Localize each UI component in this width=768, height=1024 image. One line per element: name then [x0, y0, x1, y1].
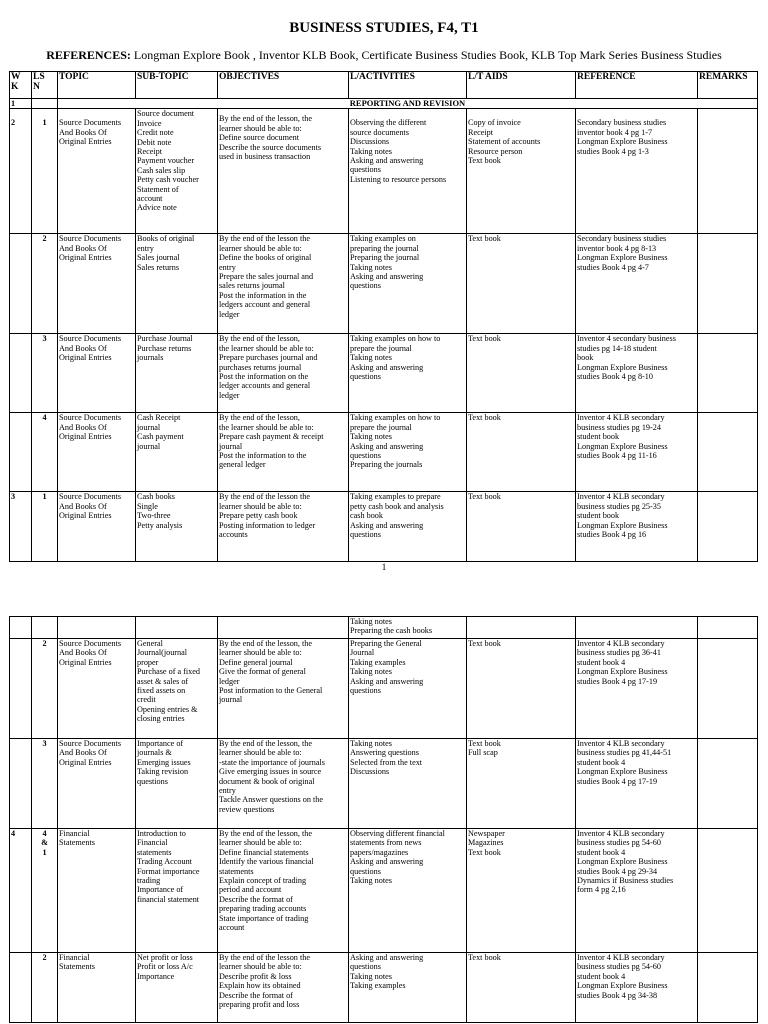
cell-topic: Source Documents And Books Of Original Entries: [58, 492, 136, 562]
cell-objectives: By the end of the lesson, the learner should be able to: Define general journal Give the format of general ledger Post information to the General journal: [218, 639, 349, 739]
cell-subtopic: Cash books Single Two-three Petty analysis: [136, 492, 218, 562]
cell-topic: Source Documents And Books Of Original Entries: [58, 109, 136, 234]
cell-objectives: By the end of the lesson the learner should be able to: Describe profit & loss Explain how its obtained Describe the format of preparing profit and loss: [218, 953, 349, 1023]
cell-reference: Inventor 4 KLB secondary business studies pg 54-60 student book 4 Longman Explore Business studies Book 4 pg 29-34 Dynamics if Business studies form 4 pg 2,16: [576, 829, 698, 953]
cell-activities: Taking examples on how to prepare the journal Taking notes Asking and answering questions Preparing the journals: [349, 413, 467, 492]
cell-objectives: By the end of the lesson, the learner should be able to: Define source document Describe the source documents used in business transaction: [218, 109, 349, 234]
cell-topic: Source Documents And Books Of Original Entries: [58, 334, 136, 413]
cell-activities: Taking examples on how to prepare the journal Taking notes Asking and answering questions: [349, 334, 467, 413]
cell-objectives: By the end of the lesson the learner should be able to: Define the books of original entry Prepare the sales journal and sales returns journal Post the information in the ledgers account and general ledger: [218, 234, 349, 334]
cell-lesson: 1: [32, 492, 58, 562]
references-line: [0, 48, 768, 63]
cell-aids: Copy of invoice Receipt Statement of accounts Resource person Text book: [467, 109, 576, 234]
cell-subtopic: Introduction to Financial statements Trading Account Format importance trading Importance of financial statement: [136, 829, 218, 953]
header-topic: TOPIC: [58, 72, 136, 99]
cell-subtopic: Importance of journals & Emerging issues Taking revision questions: [136, 739, 218, 829]
cell-aids: Text book: [467, 234, 576, 334]
table-row: [10, 492, 758, 562]
references-text: Longman Explore Book , Inventor KLB Book, Certificate Business Studies Book, KLB Top Mark Series Business Studies: [130, 48, 722, 62]
cell-week: 3: [10, 492, 32, 562]
section-title: REPORTING AND REVISION: [58, 99, 758, 109]
header-remarks: REMARKS: [698, 72, 758, 99]
cell-week: [10, 953, 32, 1023]
cell-reference: Secondary business studies inventor book 4 pg 1-7 Longman Explore Business studies Book 4 pg 1-3: [576, 109, 698, 234]
cell-reference: Inventor 4 secondary business studies pg 14-18 student book Longman Explore Business studies Book 4 pg 8-10: [576, 334, 698, 413]
cell-topic: Financial Statements: [58, 953, 136, 1023]
document-title: BUSINESS STUDIES, F4, T1: [289, 20, 479, 36]
cell-topic: Source Documents And Books Of Original Entries: [58, 739, 136, 829]
header-reference: REFERENCE: [576, 72, 698, 99]
section-week: 1: [10, 99, 32, 109]
cell-remarks: [698, 639, 758, 739]
table-row: [10, 334, 758, 413]
table-row: [10, 829, 758, 953]
cell-activities: Observing the different source documents Discussions Taking notes Asking and answering questions Listening to resource persons: [349, 109, 467, 234]
cell-reference: Inventor 4 KLB secondary business studies pg 25-35 student book Longman Explore Business studies Book 4 pg 16: [576, 492, 698, 562]
cell-remarks: [698, 334, 758, 413]
cell-week: [10, 739, 32, 829]
header-subtopic: SUB-TOPIC: [136, 72, 218, 99]
cell-lesson: 3: [32, 334, 58, 413]
cell-remarks: [698, 617, 758, 639]
table-row: [10, 739, 758, 829]
cell-objectives: By the end of the lesson, the learner should be able to: Prepare cash payment & receipt journal Post the information to the general ledger: [218, 413, 349, 492]
cell-activities: Taking notes Answering questions Selected from the text Discussions: [349, 739, 467, 829]
cell-aids: Text book: [467, 334, 576, 413]
cell-week: [10, 617, 32, 639]
cell-reference: Inventor 4 KLB secondary business studies pg 36-41 student book 4 Longman Explore Business studies Book 4 pg 17-19: [576, 639, 698, 739]
header-wk: W K: [10, 72, 32, 99]
page-number: 1: [381, 562, 387, 572]
cell-activities: Preparing the General Journal Taking examples Taking notes Asking and answering questions: [349, 639, 467, 739]
cell-topic: Source Documents And Books Of Original Entries: [58, 234, 136, 334]
cell-activities: Taking examples on preparing the journal Preparing the journal Taking notes Asking and answering questions: [349, 234, 467, 334]
cell-lesson: 2: [32, 953, 58, 1023]
cell-reference: [576, 617, 698, 639]
header-aids: L/T AIDS: [467, 72, 576, 99]
references-label: REFERENCES:: [46, 48, 131, 62]
cell-subtopic: Cash Receipt journal Cash payment journal: [136, 413, 218, 492]
table-row: [10, 234, 758, 334]
table-row: [10, 109, 758, 234]
cell-activities: Taking notes Preparing the cash books: [349, 617, 467, 639]
header-objectives: OBJECTIVES: [218, 72, 349, 99]
cell-subtopic: Net profit or loss Profit or loss A/c Importance: [136, 953, 218, 1023]
cell-activities: Asking and answering questions Taking notes Taking examples: [349, 953, 467, 1023]
cell-activities: Observing different financial statements from news papers/magazines Asking and answering questions Taking notes: [349, 829, 467, 953]
cell-remarks: [698, 739, 758, 829]
cell-remarks: [698, 109, 758, 234]
cell-objectives: By the end of the lesson, the learner should be able to: Prepare purchases journal and purchases returns journal Post the information on the ledger accounts and general ledger: [218, 334, 349, 413]
section-blank: [32, 99, 58, 109]
table-row: [10, 617, 758, 639]
cell-topic: [58, 617, 136, 639]
cell-reference: Inventor 4 KLB secondary business studies pg 19-24 student book Longman Explore Business studies Book 4 pg 11-16: [576, 413, 698, 492]
cell-lesson: 2: [32, 639, 58, 739]
cell-aids: Text book Full scap: [467, 739, 576, 829]
cell-objectives: By the end of the lesson, the learner should be able to: -state the importance of journals Give emerging issues in source document & book of original entry Tackle Answer questions on the review questions: [218, 739, 349, 829]
cell-reference: Secondary business studies inventor book 4 pg 8-13 Longman Explore Business studies Book 4 pg 4-7: [576, 234, 698, 334]
cell-aids: Text book: [467, 413, 576, 492]
cell-week: 2: [10, 109, 32, 234]
cell-reference: Inventor 4 KLB secondary business studies pg 41,44-51 student book 4 Longman Explore Business studies Book 4 pg 17-19: [576, 739, 698, 829]
table-row: [10, 413, 758, 492]
cell-remarks: [698, 829, 758, 953]
cell-topic: Financial Statements: [58, 829, 136, 953]
cell-remarks: [698, 492, 758, 562]
cell-subtopic: Source document Invoice Credit note Debit note Receipt Payment voucher Cash sales slip Petty cash voucher Statement of account Advice note: [136, 109, 218, 234]
cell-remarks: [698, 953, 758, 1023]
cell-subtopic: General Journal(journal proper Purchase of a fixed asset & sales of fixed assets on credit Opening entries & closing entries: [136, 639, 218, 739]
cell-lesson: [32, 617, 58, 639]
cell-topic: Source Documents And Books Of Original Entries: [58, 413, 136, 492]
scheme-table-page-1: [9, 71, 758, 562]
cell-week: [10, 413, 32, 492]
cell-lesson: 3: [32, 739, 58, 829]
cell-remarks: [698, 413, 758, 492]
table-row: [10, 639, 758, 739]
cell-objectives: By the end of the lesson, the learner should be able to: Define financial statements Identify the various financial statements Explain concept of trading period and account Describe the format of preparing trading accounts State importance of trading account: [218, 829, 349, 953]
cell-remarks: [698, 234, 758, 334]
cell-aids: Text book: [467, 953, 576, 1023]
cell-subtopic: Purchase Journal Purchase returns journals: [136, 334, 218, 413]
cell-lesson: 4 & 1: [32, 829, 58, 953]
cell-lesson: 1: [32, 109, 58, 234]
cell-reference: Inventor 4 KLB secondary business studies pg 54-60 student book 4 Longman Explore Business studies Book 4 pg 34-38: [576, 953, 698, 1023]
cell-subtopic: Books of original entry Sales journal Sales returns: [136, 234, 218, 334]
header-lsn: LS N: [32, 72, 58, 99]
cell-lesson: 2: [32, 234, 58, 334]
cell-aids: Text book: [467, 492, 576, 562]
cell-week: [10, 639, 32, 739]
cell-week: 4: [10, 829, 32, 953]
cell-lesson: 4: [32, 413, 58, 492]
cell-subtopic: [136, 617, 218, 639]
table-row: [10, 953, 758, 1023]
cell-activities: Taking examples to prepare petty cash book and analysis cash book Asking and answering questions: [349, 492, 467, 562]
cell-week: [10, 334, 32, 413]
cell-aids: Newspaper Magazines Text book: [467, 829, 576, 953]
scheme-table-page-2: [9, 616, 758, 1023]
cell-topic: Source Documents And Books Of Original Entries: [58, 639, 136, 739]
header-activities: L/ACTIVITIES: [349, 72, 467, 99]
cell-objectives: By the end of the lesson the learner should be able to: Prepare petty cash book Posting information to ledger accounts: [218, 492, 349, 562]
cell-objectives: [218, 617, 349, 639]
cell-aids: [467, 617, 576, 639]
cell-week: [10, 234, 32, 334]
cell-aids: Text book: [467, 639, 576, 739]
